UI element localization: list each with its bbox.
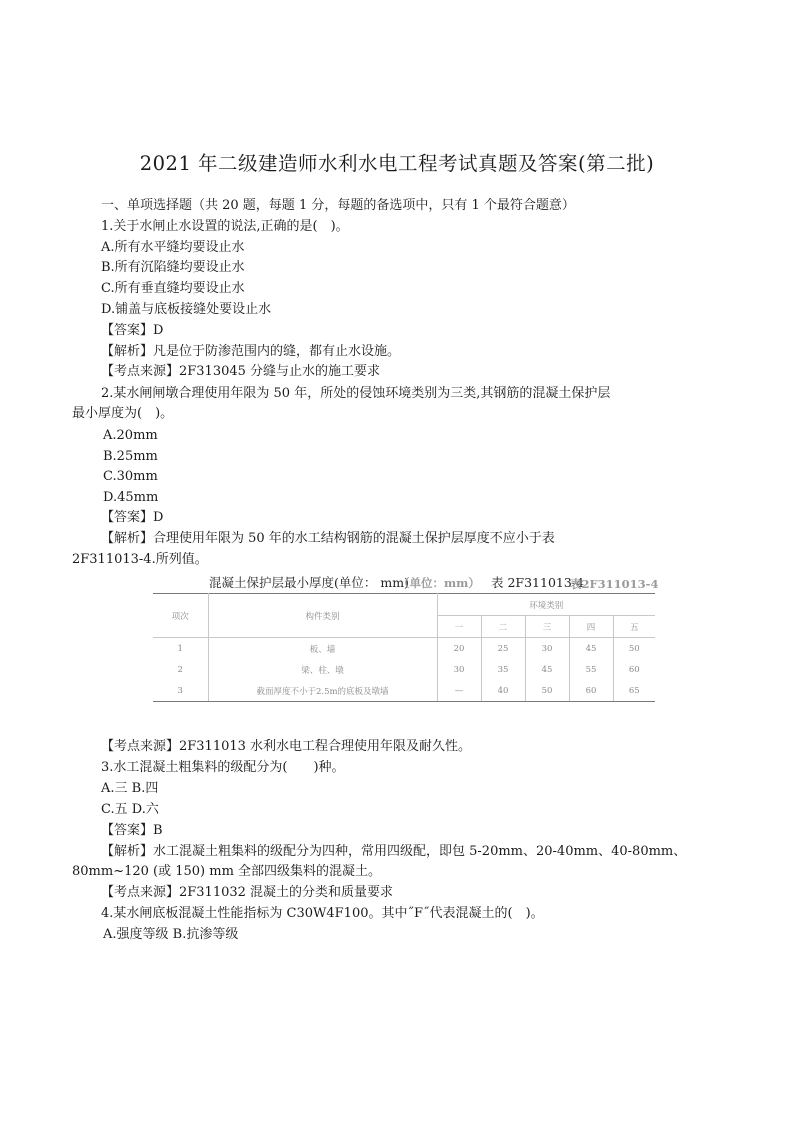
q1-option-d: D.铺盖与底板接缝处要设止水 [101,302,272,317]
q1-option-b: B.所有沉陷缝均要设止水 [101,260,245,275]
row-value: 60 [628,664,640,675]
q3-source: 【考点来源】2F311032 混凝土的分类和质量要求 [101,885,394,900]
row-value: 45 [569,638,613,660]
row-member: 截面厚度不小于2.5m的底板及墩墙 [208,680,437,702]
row-value: — [437,680,481,702]
row-member: 梁、柱、墩 [208,659,437,680]
row-value: 55 [569,659,613,680]
q2-option-b: B.25mm [103,449,158,464]
q4-stem: 4.某水闸底板混凝土性能指标为 C30W4F100。其中˝F˝代表混凝土的( )。 [101,906,544,921]
row-value: 35 [481,659,525,680]
q3-answer: 【答案】B [101,823,163,838]
q1-option-c: C.所有垂直缝均要设止水 [101,281,245,296]
header-env-3: 三 [525,616,569,638]
q3-options-line2: C.五 D.六 [101,802,159,817]
row-value: 25 [481,638,525,660]
q2-stem-line1: 2.某水闸闸墩合理使用年限为 50 年，所处的侵蚀环境类别为三类,其钢筋的混凝土保护层 [101,386,611,401]
row-value: 50 [628,643,640,654]
table-row [153,659,655,680]
row-index: 1 [153,638,208,660]
row-value: 30 [525,638,569,660]
table-caption: 混凝土保护层最小厚度(单位： mm) [209,575,409,590]
row-value: 45 [525,659,569,680]
q2-option-a: A.20mm [103,428,158,443]
q2-answer: 【答案】D [101,510,164,525]
q2-option-c: C.30mm [103,469,158,484]
header-env-2: 二 [481,616,525,638]
row-value: 65 [613,680,655,702]
q2-analysis-line1: 【解析】合理使用年限为 50 年的水工结构钢筋的混凝土保护层厚度不应小于表 [101,531,555,546]
row-value: 50 [525,680,569,702]
row-value: 60 [569,680,613,702]
row-value: 30 [437,659,481,680]
q3-stem: 3.水工混凝土粗集料的级配分为( )种。 [101,760,345,775]
q1-option-a: A.所有水平缝均要设止水 [101,240,245,255]
concrete-cover-table [153,593,655,702]
header-env-4: 四 [569,616,613,638]
row-value: 20 [437,638,481,660]
table-row [153,680,655,702]
header-item-no: 项次 [153,594,208,638]
q3-analysis-line1: 【解析】水工混凝土粗集料的级配分为四种，常用四级配，即包 5-20mm、20-40mm、40-80mm、 [101,844,687,859]
q1-stem: 1.关于水闸止水设置的说法,正确的是( )。 [101,219,349,234]
table-number: 表 2F311013-4 [491,575,584,590]
q2-source: 【考点来源】2F311013 水利水电工程合理使用年限及耐久性。 [101,739,472,754]
row-member: 板、墙 [208,638,437,660]
q1-answer: 【答案】D [101,323,164,338]
table-number-ghost: 表2F311013-4 [570,577,659,591]
header-member-type: 构件类别 [208,594,437,638]
table-caption-ghost-unit: （单位：mm） [398,576,480,590]
header-env-5: 五 [613,616,655,638]
q4-options-line1: A.强度等级 B.抗渗等级 [103,927,239,942]
q3-analysis-line2: 80mm~120 (或 150) mm 全部四级集料的混凝土。 [72,864,382,879]
header-env-1: 一 [437,616,481,638]
row-index: 3 [153,680,208,702]
row-index: 2 [153,659,208,680]
row-value: 40 [481,680,525,702]
table-row [153,638,655,660]
header-env-class: 环境类别 [437,594,655,616]
q2-stem-line2: 最小厚度为( )。 [72,406,174,421]
q1-source: 【考点来源】2F313045 分缝与止水的施工要求 [101,364,381,379]
section-header: 一、单项选择题（共 20 题，每题 1 分，每题的备选项中，只有 1 个最符合题意） [101,198,575,213]
q1-analysis: 【解析】凡是位于防渗范围内的缝，都有止水设施。 [101,344,401,359]
q2-option-d: D.45mm [103,490,159,505]
q3-options-line1: A.三 B.四 [101,781,159,796]
document-title: 2021 年二级建造师水利水电工程考试真题及答案(第二批) [139,152,655,175]
q2-analysis-line2: 2F311013-4.所列值。 [72,552,208,567]
